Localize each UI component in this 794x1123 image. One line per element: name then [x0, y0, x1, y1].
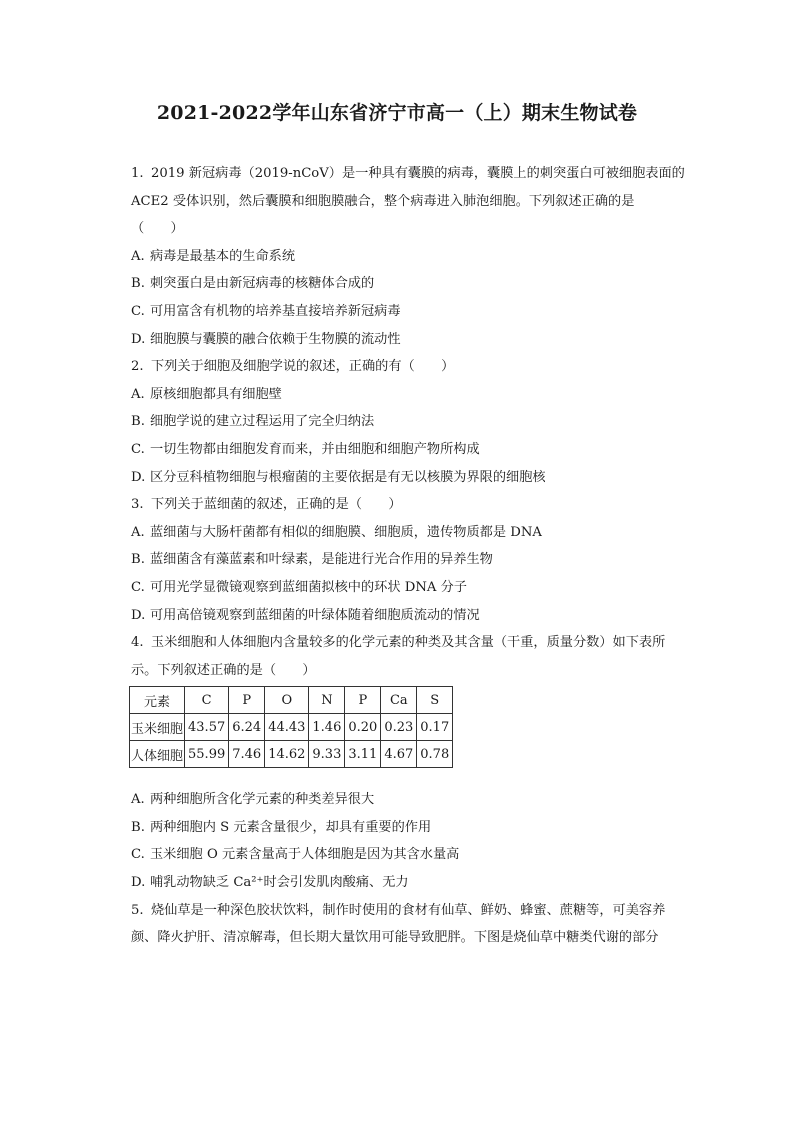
question-stem: 下列关于蓝细菌的叙述，正确的是（ ）: [151, 497, 402, 513]
question-number: 5.: [131, 902, 144, 918]
option-a: A. 原核细胞都具有细胞壁: [131, 386, 282, 402]
option-d: D. 区分豆科植物细胞与根瘤菌的主要依据是有无以核膜为界限的细胞核: [131, 469, 546, 485]
table-cell: 7.46: [229, 741, 265, 768]
question-stem: ACE2 受体识别，然后囊膜和细胞膜融合，整个病毒进入肺泡细胞。下列叙述正确的是: [131, 193, 635, 209]
element-content-table: [129, 686, 453, 768]
exam-title: 2021-2022学年山东省济宁市高一（上）期末生物试卷: [156, 102, 638, 124]
question-4: [129, 629, 699, 897]
option-a: A. 两种细胞所含化学元素的种类差异很大: [131, 792, 375, 808]
table-cell: 0.20: [345, 714, 381, 741]
question-number: 4.: [131, 635, 144, 651]
table-cell: 55.99: [185, 741, 229, 768]
table-cell: 4.67: [381, 741, 417, 768]
option-c: C. 一切生物都由细胞发育而来，并由细胞和细胞产物所构成: [131, 441, 480, 457]
table-cell: 1.46: [309, 714, 345, 741]
option-a: A. 蓝细菌与大肠杆菌都有相似的细胞膜、细胞质，遗传物质都是 DNA: [131, 524, 542, 540]
option-b: B. 刺突蛋白是由新冠病毒的核糖体合成的: [131, 276, 375, 292]
table-header-cell: C: [185, 687, 229, 714]
option-d: D. 哺乳动物缺乏 Ca²⁺时会引发肌肉酸痛、无力: [131, 875, 409, 891]
table-row: [130, 741, 453, 768]
option-c: C. 玉米细胞 O 元素含量高于人体细胞是因为其含水量高: [131, 847, 460, 863]
table-row: [130, 714, 453, 741]
question-number: 1.: [131, 166, 144, 181]
table-header-row: [130, 687, 453, 714]
question-1: [129, 160, 699, 353]
table-cell: 0.17: [417, 714, 453, 741]
question-5: [129, 897, 699, 952]
option-d: D. 细胞膜与囊膜的融合依赖于生物膜的流动性: [131, 331, 401, 347]
table-cell: 14.62: [265, 741, 309, 768]
option-b: B. 蓝细菌含有藻蓝素和叶绿素，是能进行光合作用的异养生物: [131, 552, 493, 568]
option-b: B. 两种细胞内 S 元素含量很少，却具有重要的作用: [131, 819, 432, 835]
question-3: [129, 491, 699, 629]
table-header-cell: 元素: [130, 687, 185, 714]
table-cell: 3.11: [345, 741, 381, 768]
table-cell: 0.78: [417, 741, 453, 768]
answer-blank: （ ）: [131, 221, 184, 237]
table-header-cell: O: [265, 687, 309, 714]
option-c: C. 可用光学显微镜观察到蓝细菌拟核中的环状 DNA 分子: [131, 579, 467, 595]
question-stem: 玉米细胞和人体细胞内含量较多的化学元素的种类及其含量（干重，质量分数）如下表所: [151, 635, 666, 651]
question-stem: 2019 新冠病毒（2019-nCoV）是一种具有囊膜的病毒，囊膜上的刺突蛋白可被细胞表面的: [151, 166, 685, 181]
question-stem: 示。下列叙述正确的是（ ）: [131, 662, 316, 678]
table-cell: 6.24: [229, 714, 265, 741]
table-header-cell: P: [345, 687, 381, 714]
question-stem: 烧仙草是一种深色胶状饮料，制作时使用的食材有仙草、鲜奶、蜂蜜、蔗糖等，可美容养: [151, 902, 666, 918]
table-header-cell: Ca: [381, 687, 417, 714]
option-d: D. 可用高倍镜观察到蓝细菌的叶绿体随着细胞质流动的情况: [131, 607, 480, 623]
table-header-cell: N: [309, 687, 345, 714]
option-c: C. 可用富含有机物的培养基直接培养新冠病毒: [131, 303, 401, 319]
question-stem: 颜、降火护肝、清凉解毒，但长期大量饮用可能导致肥胖。下图是烧仙草中糖类代谢的部分: [131, 930, 659, 946]
question-number: 3.: [131, 497, 144, 513]
question-2: [129, 353, 699, 491]
table-header-cell: P: [229, 687, 265, 714]
table-cell: 人体细胞: [130, 741, 185, 768]
table-cell: 43.57: [185, 714, 229, 741]
table-cell: 0.23: [381, 714, 417, 741]
question-list: [129, 160, 699, 952]
table-cell: 44.43: [265, 714, 309, 741]
option-a: A. 病毒是最基本的生命系统: [131, 248, 296, 264]
option-b: B. 细胞学说的建立过程运用了完全归纳法: [131, 414, 375, 430]
table-cell: 玉米细胞: [130, 714, 185, 741]
question-number: 2.: [131, 359, 144, 375]
question-stem: 下列关于细胞及细胞学说的叙述，正确的有（ ）: [151, 359, 455, 375]
table-header-cell: S: [417, 687, 453, 714]
table-cell: 9.33: [309, 741, 345, 768]
